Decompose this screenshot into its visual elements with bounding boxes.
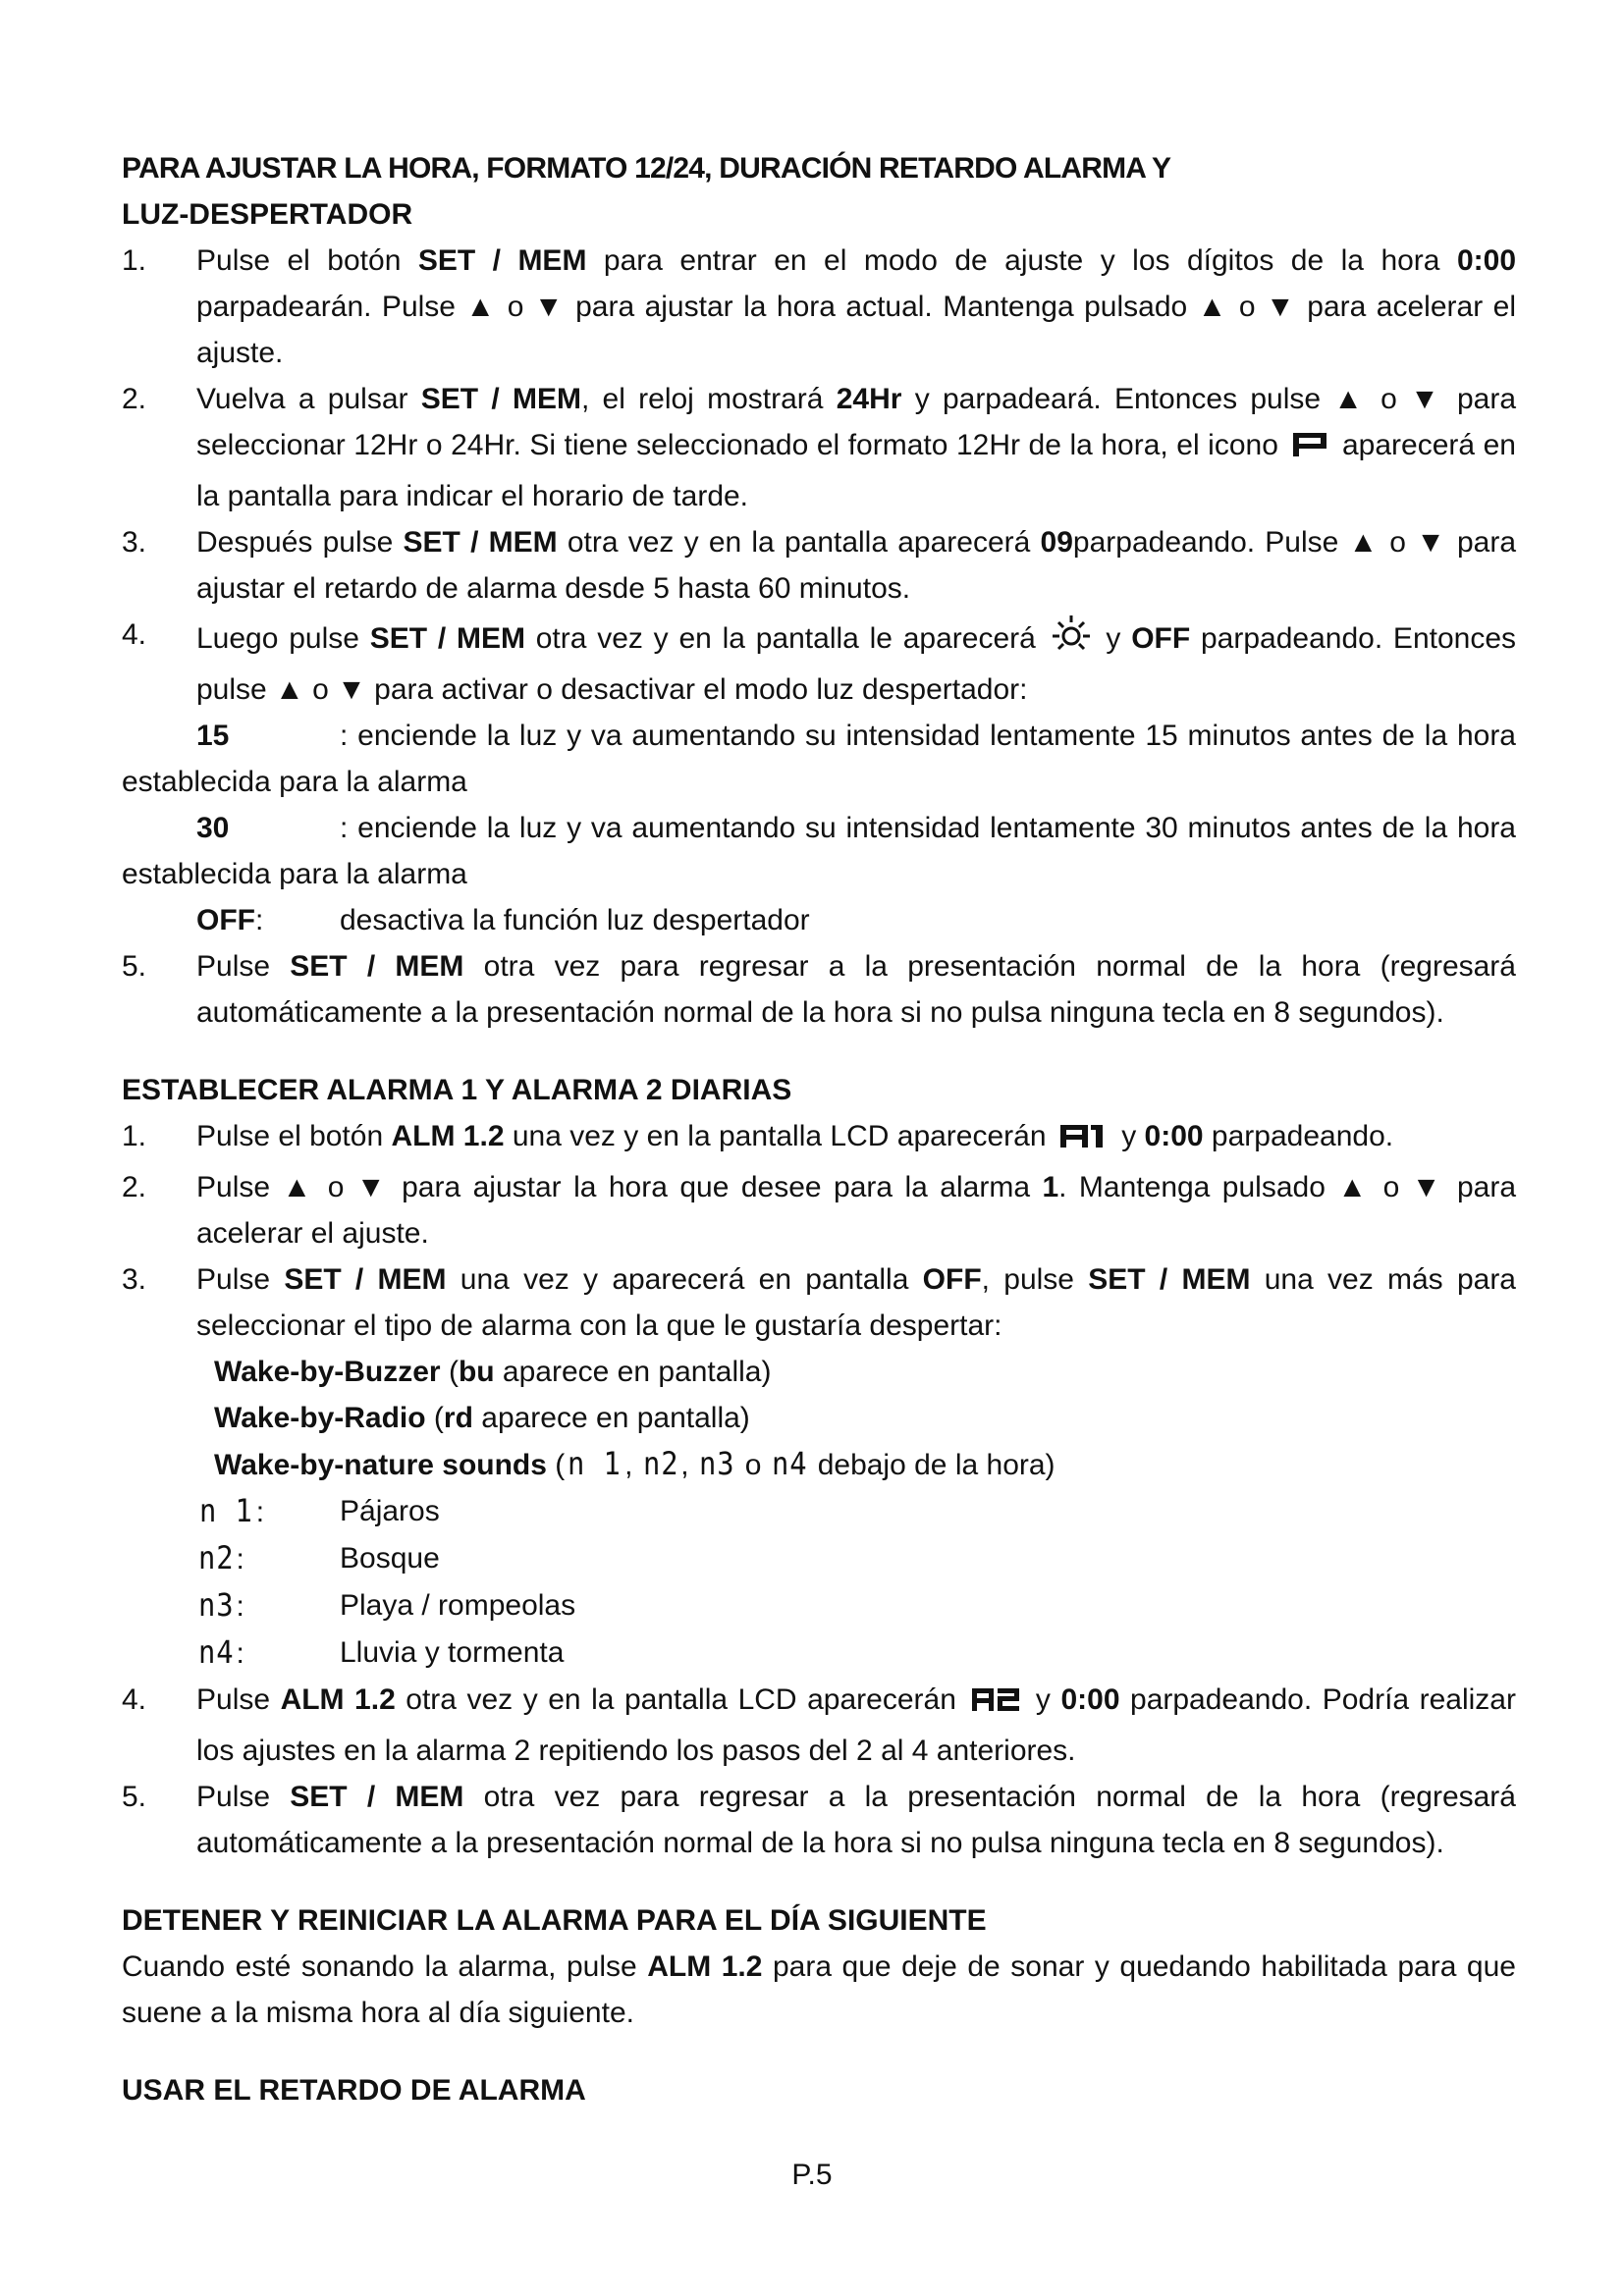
nature-sound-code: n 1: [568, 1445, 623, 1482]
pm-indicator-icon: [1290, 427, 1329, 473]
alarm-1-icon: [1058, 1118, 1110, 1164]
option-off: OFF: desactiva la función luz despertador: [196, 904, 810, 936]
option-30: 30 : enciende la luz y va aumentando su intensidad lentamente 30 minutos antes de la hora establecida para la alarma: [122, 812, 1516, 890]
option-15: 15 : enciende la luz y va aumentando su intensidad lentamente 15 minutos antes de la hora establecida para la alarma: [122, 720, 1516, 798]
wake-by-buzzer: Wake-by-Buzzer (bu aparece en pantalla): [214, 1356, 772, 1388]
page-number: P.5: [791, 2159, 833, 2191]
step-1: 1. Pulse el botón SET / MEM para entrar en el modo de ajuste y los dígitos de la hora 0:00 parpadearán. Pulse ▲ o ▼ para ajustar la hora actual. Mantenga pulsado ▲ o ▼ para acelerar el ajuste.: [122, 244, 1516, 369]
step-3: 3. Después pulse SET / MEM otra vez y en la pantalla aparecerá 09parpadeando. Pulse ▲ o ▼ para ajustar el retardo de alarma desde 5 hasta 60 minutos.: [122, 526, 1517, 605]
section-title: USAR EL RETARDO DE ALARMA: [122, 2074, 586, 2107]
nature-sound-code: n3: [698, 1445, 735, 1482]
manual-page: [122, 145, 1516, 2113]
sound-n4: n4: Lluvia y tormenta: [198, 1633, 565, 1671]
sound-n2: n2: Bosque: [198, 1539, 440, 1576]
nature-sound-code: n4: [771, 1445, 808, 1482]
section-title: DETENER Y REINICIAR LA ALARMA PARA EL DÍA SIGUIENTE: [122, 1904, 987, 1937]
step-4: 4. Pulse ALM 1.2 otra vez y en la pantalla LCD aparecerán y 0:00 parpadeando. Podría realizar los ajustes en la alarma 2 repitiendo los pasos del 2 al 4 anteriores.: [122, 1683, 1516, 1767]
section-establecer-alarma: [122, 1067, 1516, 1866]
step-4: 4. Luego pulse SET / MEM otra vez y en la pantalla le aparecerá y OFF parpadeando. Entonces pulse ▲ o ▼ para activar o desactivar el modo luz despertador:: [122, 612, 1516, 713]
step-1: 1. Pulse el botón ALM 1.2 una vez y en la pantalla LCD aparecerán y 0:00 parpadeando.: [122, 1113, 1516, 1164]
wake-by-nature-sounds: Wake-by-nature sounds (n 1 , n2, n3 o n4 debajo de la hora): [122, 1441, 1516, 1488]
step-5: 5. Pulse SET / MEM otra vez para regresar a la presentación normal de la hora (regresará automáticamente a la presentación normal de la hora si no pulsa ninguna tecla en 8 segundos).: [122, 950, 1516, 1029]
section-ajustar-hora: [122, 145, 1516, 1036]
section-detener-alarma: [122, 1897, 1516, 2036]
step-5: 5. Pulse SET / MEM otra vez para regresar a la presentación normal de la hora (regresará automáticamente a la presentación normal de la hora si no pulsa ninguna tecla en 8 segundos).: [122, 1781, 1516, 1859]
alarm-2-icon: [970, 1682, 1021, 1728]
section-body: Cuando esté sonando la alarma, pulse ALM 1.2 para que deje de sonar y quedando habilitada para que suene a la misma hora al día siguiente.: [122, 1950, 1516, 2029]
sound-n3: n3: Playa / rompeolas: [198, 1586, 576, 1624]
section-title: PARA AJUSTAR LA HORA, FORMATO 12/24, DURACIÓN RETARDO ALARMA Y: [122, 152, 1171, 185]
wake-light-icon: [1051, 612, 1092, 667]
step-2: 2. Vuelva a pulsar SET / MEM, el reloj mostrará 24Hr y parpadeará. Entonces pulse ▲ o ▼ para seleccionar 12Hr o 24Hr. Si tiene seleccionado el formato 12Hr de la hora, el icono aparecerá en la pantalla para indicar el horario de tarde.: [122, 383, 1517, 512]
step-2: 2. Pulse ▲ o ▼ para ajustar la hora que desee para la alarma 1. Mantenga pulsado ▲ o ▼ para acelerar el ajuste.: [122, 1171, 1516, 1250]
section-retardo-alarma: [122, 2067, 1516, 2113]
sound-n1: n 1 : Pájaros: [199, 1492, 440, 1529]
step-3: 3. Pulse SET / MEM una vez y aparecerá en pantalla OFF, pulse SET / MEM una vez más para seleccionar el tipo de alarma con la que le gustaría despertar:: [122, 1263, 1516, 1342]
wake-by-radio: Wake-by-Radio (rd aparece en pantalla): [214, 1402, 750, 1434]
section-title: ESTABLECER ALARMA 1 Y ALARMA 2 DIARIAS: [122, 1074, 792, 1106]
nature-sound-code: n2: [642, 1445, 679, 1482]
section-title-line2: LUZ-DESPERTADOR: [122, 198, 413, 231]
